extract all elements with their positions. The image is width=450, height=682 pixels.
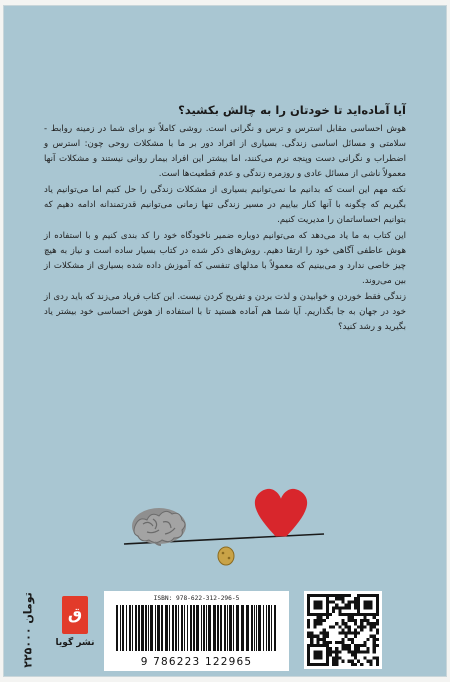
blurb-paragraph-2: نکته مهم این است که بدانیم ما نمی‌توانیم بسیاری از مشکلات زندگی را حل کنیم اما می‌توانیم یاد بگیریم که چگونه با آنها کنار بیاییم در مسیر زندگی تنها زمانی می‌توانیم قدرتمندانه ادامه دهیم که بتوانیم احساساتمان را مدیریت کنیم.: [44, 185, 406, 225]
ean-number: 9 786223 122965: [140, 656, 253, 668]
publisher-name: نشر گویا: [55, 638, 95, 648]
isbn-text: ISBN: 978-622-312-296-5: [153, 595, 240, 602]
barcode-bars: [116, 605, 277, 651]
cover-blurb: [44, 122, 406, 336]
blurb-paragraph-1: هوش احساسی مقابل استرس و ترس و نگرانی است. روشی کاملاً نو برای شما در زمینه روابط - سلامتی و مسائل اساسی زندگی. بسیاری از افراد دور بر ما با مشکلات روحی چون: استرس و اضطراب و نگرانی دست وپنجه نرم می‌کنند، اما بیشتر این افراد بیمار روانی نیستند و مشکلات آنها معمولاً ناشی از مسائل عادی و روزمره زندگی و عدم قطعیت‌ها است.: [44, 124, 406, 179]
qr-code: [304, 591, 382, 669]
nut-icon: [218, 547, 234, 565]
blurb-paragraph-4: زندگی فقط خوردن و خوابیدن و لذت بردن و تفریح کردن نیست. این کتاب فریاد می‌زند که باید ردی از خود در جهان به جا بگذاریم. آیا شما هم آماده هستید تا با استفاده از هوش احساسی خود بیشتر یاد بگیرید و رشد کنید؟: [44, 292, 406, 332]
blurb-paragraph-3: این کتاب به ما یاد می‌دهد که می‌توانیم دوباره ضمیر ناخودگاه خود را کد بندی کنیم و با استفاده از هوش عاطفی آگاهی خود را ارتقا دهیم. روش‌های ذکر شده در کتاب بسیار ساده است و نیاز به هیچ چیز خاصی ندارد و می‌بینیم که معمولاً با مدلهای تنفسی که آموزش داده شده بسیاری از مشکلات از بین می‌روند.: [44, 231, 406, 286]
balance-illustration: [119, 486, 329, 581]
cover-title: آیا آماده‌اید تا خودتان را به چالش بکشید؟: [178, 103, 406, 117]
price-label: ۲۲۵۰۰۰ تومان: [21, 592, 35, 668]
publisher-block: [56, 594, 94, 668]
heart-icon: [255, 489, 307, 537]
brain-icon: [132, 508, 186, 545]
barcode: [104, 591, 289, 671]
publisher-logo: ق: [62, 596, 88, 634]
book-back-cover: [4, 6, 446, 676]
